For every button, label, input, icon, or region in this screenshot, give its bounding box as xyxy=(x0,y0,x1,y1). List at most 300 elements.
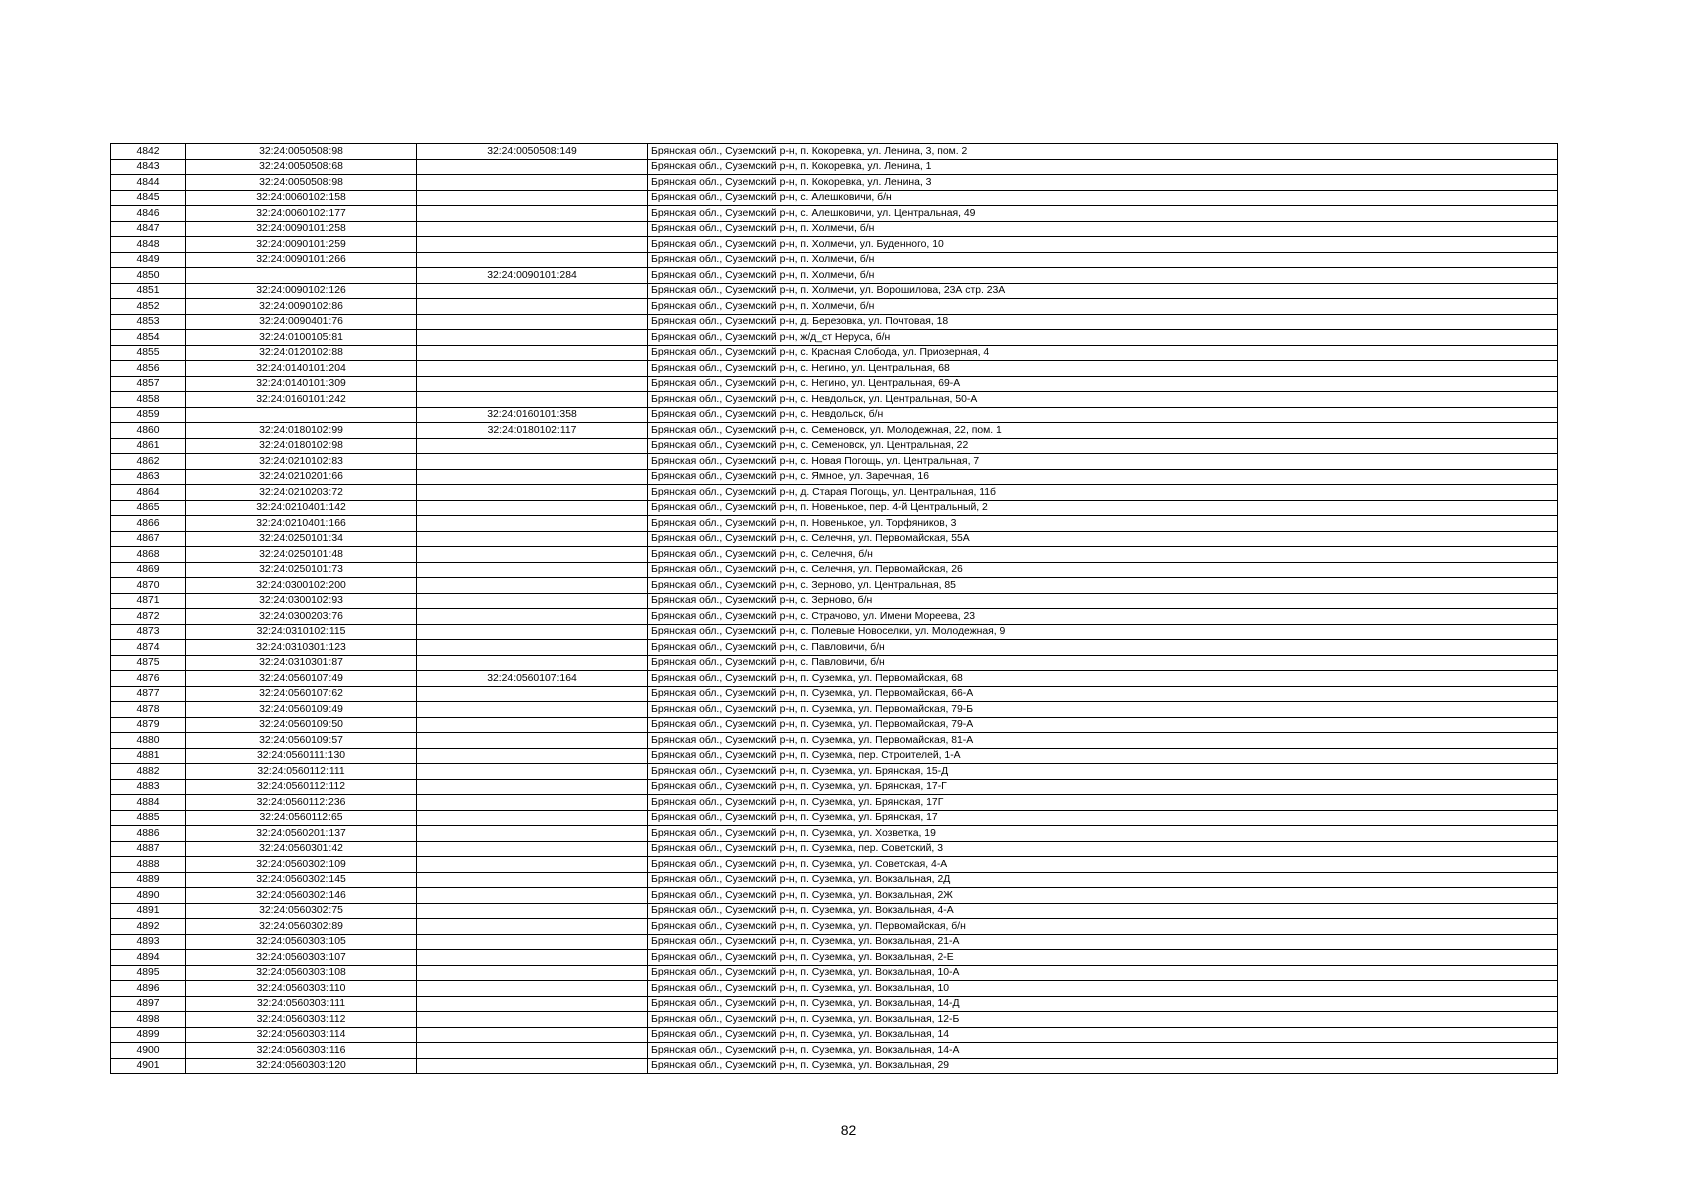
table-row xyxy=(111,810,1558,826)
table-row xyxy=(111,485,1558,501)
object-cadastral-number-cell: 32:24:0180102:117 xyxy=(417,423,648,439)
row-number-cell: 4862 xyxy=(111,454,186,470)
table-row xyxy=(111,1043,1558,1059)
table-row xyxy=(111,965,1558,981)
registry-table-body xyxy=(111,144,1558,1074)
row-number-cell: 4875 xyxy=(111,655,186,671)
table-row xyxy=(111,237,1558,253)
row-number-cell: 4900 xyxy=(111,1043,186,1059)
address-cell: Брянская обл., Суземский р-н, п. Суземка, ул. Брянская, 17 xyxy=(648,810,1558,826)
land-cadastral-number-cell: 32:24:0560301:42 xyxy=(186,841,417,857)
row-number-cell: 4850 xyxy=(111,268,186,284)
address-cell: Брянская обл., Суземский р-н, п. Суземка, ул. Вокзальная, 2-Е xyxy=(648,950,1558,966)
object-cadastral-number-cell xyxy=(417,686,648,702)
table-row xyxy=(111,314,1558,330)
address-cell: Брянская обл., Суземский р-н, д. Березовка, ул. Почтовая, 18 xyxy=(648,314,1558,330)
row-number-cell: 4879 xyxy=(111,717,186,733)
table-row xyxy=(111,764,1558,780)
row-number-cell: 4899 xyxy=(111,1027,186,1043)
address-cell: Брянская обл., Суземский р-н, п. Холмечи, ул. Буденного, 10 xyxy=(648,237,1558,253)
object-cadastral-number-cell xyxy=(417,655,648,671)
address-cell: Брянская обл., Суземский р-н, п. Суземка, ул. Вокзальная, 2Ж xyxy=(648,888,1558,904)
table-row xyxy=(111,996,1558,1012)
table-row xyxy=(111,392,1558,408)
land-cadastral-number-cell xyxy=(186,268,417,284)
address-cell: Брянская обл., Суземский р-н, с. Негино, ул. Центральная, 68 xyxy=(648,361,1558,377)
address-cell: Брянская обл., Суземский р-н, с. Селечня, ул. Первомайская, 26 xyxy=(648,562,1558,578)
object-cadastral-number-cell xyxy=(417,903,648,919)
land-cadastral-number-cell: 32:24:0140101:309 xyxy=(186,376,417,392)
land-cadastral-number-cell: 32:24:0560112:111 xyxy=(186,764,417,780)
object-cadastral-number-cell xyxy=(417,175,648,191)
object-cadastral-number-cell xyxy=(417,795,648,811)
object-cadastral-number-cell xyxy=(417,562,648,578)
table-row xyxy=(111,919,1558,935)
row-number-cell: 4869 xyxy=(111,562,186,578)
table-row xyxy=(111,950,1558,966)
row-number-cell: 4863 xyxy=(111,469,186,485)
object-cadastral-number-cell xyxy=(417,283,648,299)
land-cadastral-number-cell: 32:24:0310102:115 xyxy=(186,624,417,640)
table-row xyxy=(111,981,1558,997)
row-number-cell: 4855 xyxy=(111,345,186,361)
address-cell: Брянская обл., Суземский р-н, п. Суземка, ул. Первомайская, 79-А xyxy=(648,717,1558,733)
land-cadastral-number-cell: 32:24:0300203:76 xyxy=(186,609,417,625)
address-cell: Брянская обл., Суземский р-н, п. Холмечи, б/н xyxy=(648,221,1558,237)
object-cadastral-number-cell xyxy=(417,438,648,454)
table-row xyxy=(111,655,1558,671)
address-cell: Брянская обл., Суземский р-н, п. Суземка, ул. Брянская, 15-Д xyxy=(648,764,1558,780)
land-cadastral-number-cell: 32:24:0560303:108 xyxy=(186,965,417,981)
land-cadastral-number-cell: 32:24:0560109:50 xyxy=(186,717,417,733)
address-cell: Брянская обл., Суземский р-н, п. Суземка, ул. Советская, 4-А xyxy=(648,857,1558,873)
table-row xyxy=(111,934,1558,950)
address-cell: Брянская обл., Суземский р-н, с. Селечня, ул. Первомайская, 55А xyxy=(648,531,1558,547)
address-cell: Брянская обл., Суземский р-н, ж/д_ст Неруса, б/н xyxy=(648,330,1558,346)
table-row xyxy=(111,562,1558,578)
address-cell: Брянская обл., Суземский р-н, п. Суземка, ул. Вокзальная, 12-Б xyxy=(648,1012,1558,1028)
table-row xyxy=(111,841,1558,857)
table-row xyxy=(111,702,1558,718)
object-cadastral-number-cell xyxy=(417,206,648,222)
object-cadastral-number-cell xyxy=(417,345,648,361)
object-cadastral-number-cell xyxy=(417,221,648,237)
row-number-cell: 4878 xyxy=(111,702,186,718)
land-cadastral-number-cell: 32:24:0300102:200 xyxy=(186,578,417,594)
row-number-cell: 4844 xyxy=(111,175,186,191)
object-cadastral-number-cell xyxy=(417,624,648,640)
object-cadastral-number-cell xyxy=(417,485,648,501)
object-cadastral-number-cell xyxy=(417,965,648,981)
land-cadastral-number-cell: 32:24:0120102:88 xyxy=(186,345,417,361)
object-cadastral-number-cell xyxy=(417,764,648,780)
table-row xyxy=(111,531,1558,547)
row-number-cell: 4870 xyxy=(111,578,186,594)
address-cell: Брянская обл., Суземский р-н, с. Негино, ул. Центральная, 69-А xyxy=(648,376,1558,392)
row-number-cell: 4846 xyxy=(111,206,186,222)
object-cadastral-number-cell xyxy=(417,237,648,253)
object-cadastral-number-cell xyxy=(417,469,648,485)
row-number-cell: 4874 xyxy=(111,640,186,656)
address-cell: Брянская обл., Суземский р-н, п. Суземка, ул. Хозветка, 19 xyxy=(648,826,1558,842)
object-cadastral-number-cell xyxy=(417,454,648,470)
address-cell: Брянская обл., Суземский р-н, с. Зерново, б/н xyxy=(648,593,1558,609)
table-row xyxy=(111,500,1558,516)
object-cadastral-number-cell: 32:24:0560107:164 xyxy=(417,671,648,687)
table-row xyxy=(111,826,1558,842)
address-cell: Брянская обл., Суземский р-н, п. Суземка, ул. Вокзальная, 14 xyxy=(648,1027,1558,1043)
address-cell: Брянская обл., Суземский р-н, д. Старая Погощь, ул. Центральная, 11б xyxy=(648,485,1558,501)
row-number-cell: 4894 xyxy=(111,950,186,966)
table-row xyxy=(111,795,1558,811)
address-cell: Брянская обл., Суземский р-н, с. Невдольск, б/н xyxy=(648,407,1558,423)
row-number-cell: 4887 xyxy=(111,841,186,857)
land-cadastral-number-cell: 32:24:0560302:146 xyxy=(186,888,417,904)
table-row xyxy=(111,748,1558,764)
address-cell: Брянская обл., Суземский р-н, п. Суземка, ул. Вокзальная, 14-Д xyxy=(648,996,1558,1012)
row-number-cell: 4890 xyxy=(111,888,186,904)
address-cell: Брянская обл., Суземский р-н, с. Ямное, ул. Заречная, 16 xyxy=(648,469,1558,485)
object-cadastral-number-cell xyxy=(417,841,648,857)
address-cell: Брянская обл., Суземский р-н, с. Алешковичи, ул. Центральная, 49 xyxy=(648,206,1558,222)
address-cell: Брянская обл., Суземский р-н, п. Новенькое, ул. Торфяников, 3 xyxy=(648,516,1558,532)
land-cadastral-number-cell: 32:24:0160101:242 xyxy=(186,392,417,408)
table-row xyxy=(111,144,1558,160)
row-number-cell: 4868 xyxy=(111,547,186,563)
row-number-cell: 4876 xyxy=(111,671,186,687)
land-cadastral-number-cell: 32:24:0060102:177 xyxy=(186,206,417,222)
object-cadastral-number-cell xyxy=(417,888,648,904)
row-number-cell: 4877 xyxy=(111,686,186,702)
land-cadastral-number-cell: 32:24:0210201:66 xyxy=(186,469,417,485)
address-cell: Брянская обл., Суземский р-н, с. Семеновск, ул. Центральная, 22 xyxy=(648,438,1558,454)
row-number-cell: 4871 xyxy=(111,593,186,609)
table-row xyxy=(111,361,1558,377)
table-row xyxy=(111,1012,1558,1028)
table-row xyxy=(111,640,1558,656)
object-cadastral-number-cell: 32:24:0050508:149 xyxy=(417,144,648,160)
row-number-cell: 4880 xyxy=(111,733,186,749)
row-number-cell: 4882 xyxy=(111,764,186,780)
row-number-cell: 4867 xyxy=(111,531,186,547)
object-cadastral-number-cell xyxy=(417,779,648,795)
address-cell: Брянская обл., Суземский р-н, п. Суземка, ул. Вокзальная, 21-А xyxy=(648,934,1558,950)
land-cadastral-number-cell: 32:24:0210203:72 xyxy=(186,485,417,501)
land-cadastral-number-cell: 32:24:0090401:76 xyxy=(186,314,417,330)
land-cadastral-number-cell: 32:24:0560303:105 xyxy=(186,934,417,950)
land-cadastral-number-cell: 32:24:0310301:87 xyxy=(186,655,417,671)
land-cadastral-number-cell: 32:24:0250101:48 xyxy=(186,547,417,563)
land-cadastral-number-cell: 32:24:0090102:86 xyxy=(186,299,417,315)
land-cadastral-number-cell: 32:24:0090101:259 xyxy=(186,237,417,253)
land-cadastral-number-cell: 32:24:0140101:204 xyxy=(186,361,417,377)
address-cell: Брянская обл., Суземский р-н, с. Полевые Новоселки, ул. Молодежная, 9 xyxy=(648,624,1558,640)
row-number-cell: 4858 xyxy=(111,392,186,408)
object-cadastral-number-cell xyxy=(417,1012,648,1028)
object-cadastral-number-cell xyxy=(417,919,648,935)
land-cadastral-number-cell: 32:24:0560201:137 xyxy=(186,826,417,842)
address-cell: Брянская обл., Суземский р-н, п. Суземка, ул. Вокзальная, 14-А xyxy=(648,1043,1558,1059)
table-row xyxy=(111,779,1558,795)
row-number-cell: 4896 xyxy=(111,981,186,997)
object-cadastral-number-cell xyxy=(417,733,648,749)
address-cell: Брянская обл., Суземский р-н, п. Кокоревка, ул. Ленина, 3, пом. 2 xyxy=(648,144,1558,160)
table-row xyxy=(111,888,1558,904)
row-number-cell: 4864 xyxy=(111,485,186,501)
row-number-cell: 4901 xyxy=(111,1058,186,1074)
address-cell: Брянская обл., Суземский р-н, с. Невдольск, ул. Центральная, 50-А xyxy=(648,392,1558,408)
address-cell: Брянская обл., Суземский р-н, с. Павловичи, б/н xyxy=(648,655,1558,671)
address-cell: Брянская обл., Суземский р-н, п. Суземка, ул. Вокзальная, 10 xyxy=(648,981,1558,997)
table-row xyxy=(111,516,1558,532)
object-cadastral-number-cell xyxy=(417,531,648,547)
table-row xyxy=(111,593,1558,609)
address-cell: Брянская обл., Суземский р-н, п. Холмечи, б/н xyxy=(648,299,1558,315)
address-cell: Брянская обл., Суземский р-н, п. Суземка, ул. Вокзальная, 29 xyxy=(648,1058,1558,1074)
row-number-cell: 4849 xyxy=(111,252,186,268)
object-cadastral-number-cell xyxy=(417,702,648,718)
row-number-cell: 4898 xyxy=(111,1012,186,1028)
object-cadastral-number-cell xyxy=(417,500,648,516)
row-number-cell: 4885 xyxy=(111,810,186,826)
row-number-cell: 4852 xyxy=(111,299,186,315)
object-cadastral-number-cell xyxy=(417,1058,648,1074)
table-row xyxy=(111,252,1558,268)
land-cadastral-number-cell: 32:24:0560109:57 xyxy=(186,733,417,749)
land-cadastral-number-cell: 32:24:0560112:236 xyxy=(186,795,417,811)
object-cadastral-number-cell xyxy=(417,609,648,625)
row-number-cell: 4857 xyxy=(111,376,186,392)
object-cadastral-number-cell xyxy=(417,376,648,392)
row-number-cell: 4893 xyxy=(111,934,186,950)
object-cadastral-number-cell xyxy=(417,330,648,346)
address-cell: Брянская обл., Суземский р-н, п. Суземка, ул. Вокзальная, 4-А xyxy=(648,903,1558,919)
object-cadastral-number-cell xyxy=(417,593,648,609)
address-cell: Брянская обл., Суземский р-н, с. Алешковичи, б/н xyxy=(648,190,1558,206)
table-row xyxy=(111,1027,1558,1043)
object-cadastral-number-cell xyxy=(417,934,648,950)
table-row xyxy=(111,423,1558,439)
row-number-cell: 4888 xyxy=(111,857,186,873)
address-cell: Брянская обл., Суземский р-н, п. Суземка, ул. Первомайская, 81-А xyxy=(648,733,1558,749)
address-cell: Брянская обл., Суземский р-н, п. Суземка, пер. Советский, 3 xyxy=(648,841,1558,857)
address-cell: Брянская обл., Суземский р-н, п. Кокоревка, ул. Ленина, 1 xyxy=(648,159,1558,175)
table-row xyxy=(111,903,1558,919)
table-row xyxy=(111,221,1558,237)
object-cadastral-number-cell xyxy=(417,516,648,532)
object-cadastral-number-cell xyxy=(417,392,648,408)
row-number-cell: 4889 xyxy=(111,872,186,888)
row-number-cell: 4843 xyxy=(111,159,186,175)
row-number-cell: 4881 xyxy=(111,748,186,764)
table-row xyxy=(111,686,1558,702)
table-row xyxy=(111,299,1558,315)
table-row xyxy=(111,268,1558,284)
object-cadastral-number-cell xyxy=(417,717,648,733)
address-cell: Брянская обл., Суземский р-н, с. Страчово, ул. Имени Мореева, 23 xyxy=(648,609,1558,625)
address-cell: Брянская обл., Суземский р-н, с. Красная Слобода, ул. Приозерная, 4 xyxy=(648,345,1558,361)
row-number-cell: 4886 xyxy=(111,826,186,842)
land-cadastral-number-cell: 32:24:0210401:142 xyxy=(186,500,417,516)
row-number-cell: 4856 xyxy=(111,361,186,377)
object-cadastral-number-cell xyxy=(417,981,648,997)
row-number-cell: 4842 xyxy=(111,144,186,160)
land-cadastral-number-cell: 32:24:0210401:166 xyxy=(186,516,417,532)
row-number-cell: 4872 xyxy=(111,609,186,625)
table-row xyxy=(111,283,1558,299)
row-number-cell: 4853 xyxy=(111,314,186,330)
object-cadastral-number-cell xyxy=(417,314,648,330)
table-row xyxy=(111,159,1558,175)
object-cadastral-number-cell xyxy=(417,640,648,656)
land-cadastral-number-cell: 32:24:0560303:112 xyxy=(186,1012,417,1028)
land-cadastral-number-cell xyxy=(186,407,417,423)
table-row xyxy=(111,578,1558,594)
land-cadastral-number-cell: 32:24:0560302:109 xyxy=(186,857,417,873)
land-cadastral-number-cell: 32:24:0560302:145 xyxy=(186,872,417,888)
land-cadastral-number-cell: 32:24:0060102:158 xyxy=(186,190,417,206)
land-cadastral-number-cell: 32:24:0560303:107 xyxy=(186,950,417,966)
object-cadastral-number-cell xyxy=(417,826,648,842)
land-cadastral-number-cell: 32:24:0560302:75 xyxy=(186,903,417,919)
object-cadastral-number-cell xyxy=(417,299,648,315)
object-cadastral-number-cell xyxy=(417,190,648,206)
land-cadastral-number-cell: 32:24:0560111:130 xyxy=(186,748,417,764)
address-cell: Брянская обл., Суземский р-н, п. Холмечи, ул. Ворошилова, 23А стр. 23А xyxy=(648,283,1558,299)
table-row xyxy=(111,438,1558,454)
address-cell: Брянская обл., Суземский р-н, п. Суземка, ул. Первомайская, 68 xyxy=(648,671,1558,687)
row-number-cell: 4895 xyxy=(111,965,186,981)
table-row xyxy=(111,733,1558,749)
row-number-cell: 4848 xyxy=(111,237,186,253)
land-cadastral-number-cell: 32:24:0090102:126 xyxy=(186,283,417,299)
table-row xyxy=(111,857,1558,873)
land-cadastral-number-cell: 32:24:0560302:89 xyxy=(186,919,417,935)
land-cadastral-number-cell: 32:24:0560303:116 xyxy=(186,1043,417,1059)
land-cadastral-number-cell: 32:24:0560303:114 xyxy=(186,1027,417,1043)
row-number-cell: 4851 xyxy=(111,283,186,299)
land-cadastral-number-cell: 32:24:0250101:34 xyxy=(186,531,417,547)
table-row xyxy=(111,376,1558,392)
table-row xyxy=(111,469,1558,485)
table-row xyxy=(111,872,1558,888)
object-cadastral-number-cell xyxy=(417,748,648,764)
object-cadastral-number-cell xyxy=(417,857,648,873)
address-cell: Брянская обл., Суземский р-н, п. Кокоревка, ул. Ленина, 3 xyxy=(648,175,1558,191)
table-row xyxy=(111,190,1558,206)
address-cell: Брянская обл., Суземский р-н, п. Суземка, пер. Строителей, 1-А xyxy=(648,748,1558,764)
land-cadastral-number-cell: 32:24:0180102:98 xyxy=(186,438,417,454)
object-cadastral-number-cell: 32:24:0090101:284 xyxy=(417,268,648,284)
address-cell: Брянская обл., Суземский р-н, п. Суземка, ул. Вокзальная, 10-А xyxy=(648,965,1558,981)
object-cadastral-number-cell xyxy=(417,1043,648,1059)
land-cadastral-number-cell: 32:24:0560112:65 xyxy=(186,810,417,826)
object-cadastral-number-cell xyxy=(417,252,648,268)
table-row xyxy=(111,330,1558,346)
land-cadastral-number-cell: 32:24:0560112:112 xyxy=(186,779,417,795)
table-row xyxy=(111,547,1558,563)
table-row xyxy=(111,175,1558,191)
address-cell: Брянская обл., Суземский р-н, с. Селечня, б/н xyxy=(648,547,1558,563)
object-cadastral-number-cell xyxy=(417,578,648,594)
row-number-cell: 4860 xyxy=(111,423,186,439)
object-cadastral-number-cell xyxy=(417,996,648,1012)
table-row xyxy=(111,454,1558,470)
address-cell: Брянская обл., Суземский р-н, п. Холмечи, б/н xyxy=(648,252,1558,268)
land-cadastral-number-cell: 32:24:0300102:93 xyxy=(186,593,417,609)
address-cell: Брянская обл., Суземский р-н, с. Зерново, ул. Центральная, 85 xyxy=(648,578,1558,594)
row-number-cell: 4861 xyxy=(111,438,186,454)
object-cadastral-number-cell: 32:24:0160101:358 xyxy=(417,407,648,423)
land-cadastral-number-cell: 32:24:0090101:258 xyxy=(186,221,417,237)
row-number-cell: 4854 xyxy=(111,330,186,346)
table-row xyxy=(111,671,1558,687)
table-row xyxy=(111,407,1558,423)
address-cell: Брянская обл., Суземский р-н, п. Суземка, ул. Первомайская, б/н xyxy=(648,919,1558,935)
object-cadastral-number-cell xyxy=(417,159,648,175)
address-cell: Брянская обл., Суземский р-н, п. Новенькое, пер. 4-й Центральный, 2 xyxy=(648,500,1558,516)
row-number-cell: 4873 xyxy=(111,624,186,640)
object-cadastral-number-cell xyxy=(417,810,648,826)
row-number-cell: 4892 xyxy=(111,919,186,935)
object-cadastral-number-cell xyxy=(417,950,648,966)
table-row xyxy=(111,1058,1558,1074)
row-number-cell: 4845 xyxy=(111,190,186,206)
land-cadastral-number-cell: 32:24:0050508:68 xyxy=(186,159,417,175)
registry-table xyxy=(110,143,1558,1074)
row-number-cell: 4859 xyxy=(111,407,186,423)
address-cell: Брянская обл., Суземский р-н, с. Новая Погощь, ул. Центральная, 7 xyxy=(648,454,1558,470)
land-cadastral-number-cell: 32:24:0100105:81 xyxy=(186,330,417,346)
object-cadastral-number-cell xyxy=(417,547,648,563)
land-cadastral-number-cell: 32:24:0210102:83 xyxy=(186,454,417,470)
land-cadastral-number-cell: 32:24:0560109:49 xyxy=(186,702,417,718)
table-row xyxy=(111,345,1558,361)
table-row xyxy=(111,609,1558,625)
land-cadastral-number-cell: 32:24:0560107:49 xyxy=(186,671,417,687)
table-row xyxy=(111,206,1558,222)
table-row xyxy=(111,624,1558,640)
land-cadastral-number-cell: 32:24:0050508:98 xyxy=(186,144,417,160)
land-cadastral-number-cell: 32:24:0250101:73 xyxy=(186,562,417,578)
row-number-cell: 4866 xyxy=(111,516,186,532)
row-number-cell: 4884 xyxy=(111,795,186,811)
land-cadastral-number-cell: 32:24:0310301:123 xyxy=(186,640,417,656)
object-cadastral-number-cell xyxy=(417,361,648,377)
table-row xyxy=(111,717,1558,733)
land-cadastral-number-cell: 32:24:0560303:120 xyxy=(186,1058,417,1074)
object-cadastral-number-cell xyxy=(417,872,648,888)
address-cell: Брянская обл., Суземский р-н, п. Суземка, ул. Брянская, 17Г xyxy=(648,795,1558,811)
land-cadastral-number-cell: 32:24:0560303:111 xyxy=(186,996,417,1012)
land-cadastral-number-cell: 32:24:0560303:110 xyxy=(186,981,417,997)
address-cell: Брянская обл., Суземский р-н, п. Суземка, ул. Первомайская, 79-Б xyxy=(648,702,1558,718)
row-number-cell: 4897 xyxy=(111,996,186,1012)
address-cell: Брянская обл., Суземский р-н, с. Павловичи, б/н xyxy=(648,640,1558,656)
land-cadastral-number-cell: 32:24:0560107:62 xyxy=(186,686,417,702)
page-number: 82 xyxy=(840,1122,857,1138)
address-cell: Брянская обл., Суземский р-н, п. Суземка, ул. Первомайская, 66-А xyxy=(648,686,1558,702)
row-number-cell: 4883 xyxy=(111,779,186,795)
address-cell: Брянская обл., Суземский р-н, с. Семеновск, ул. Молодежная, 22, пом. 1 xyxy=(648,423,1558,439)
object-cadastral-number-cell xyxy=(417,1027,648,1043)
address-cell: Брянская обл., Суземский р-н, п. Суземка, ул. Вокзальная, 2Д xyxy=(648,872,1558,888)
address-cell: Брянская обл., Суземский р-н, п. Холмечи, б/н xyxy=(648,268,1558,284)
row-number-cell: 4891 xyxy=(111,903,186,919)
row-number-cell: 4847 xyxy=(111,221,186,237)
land-cadastral-number-cell: 32:24:0090101:266 xyxy=(186,252,417,268)
land-cadastral-number-cell: 32:24:0050508:98 xyxy=(186,175,417,191)
